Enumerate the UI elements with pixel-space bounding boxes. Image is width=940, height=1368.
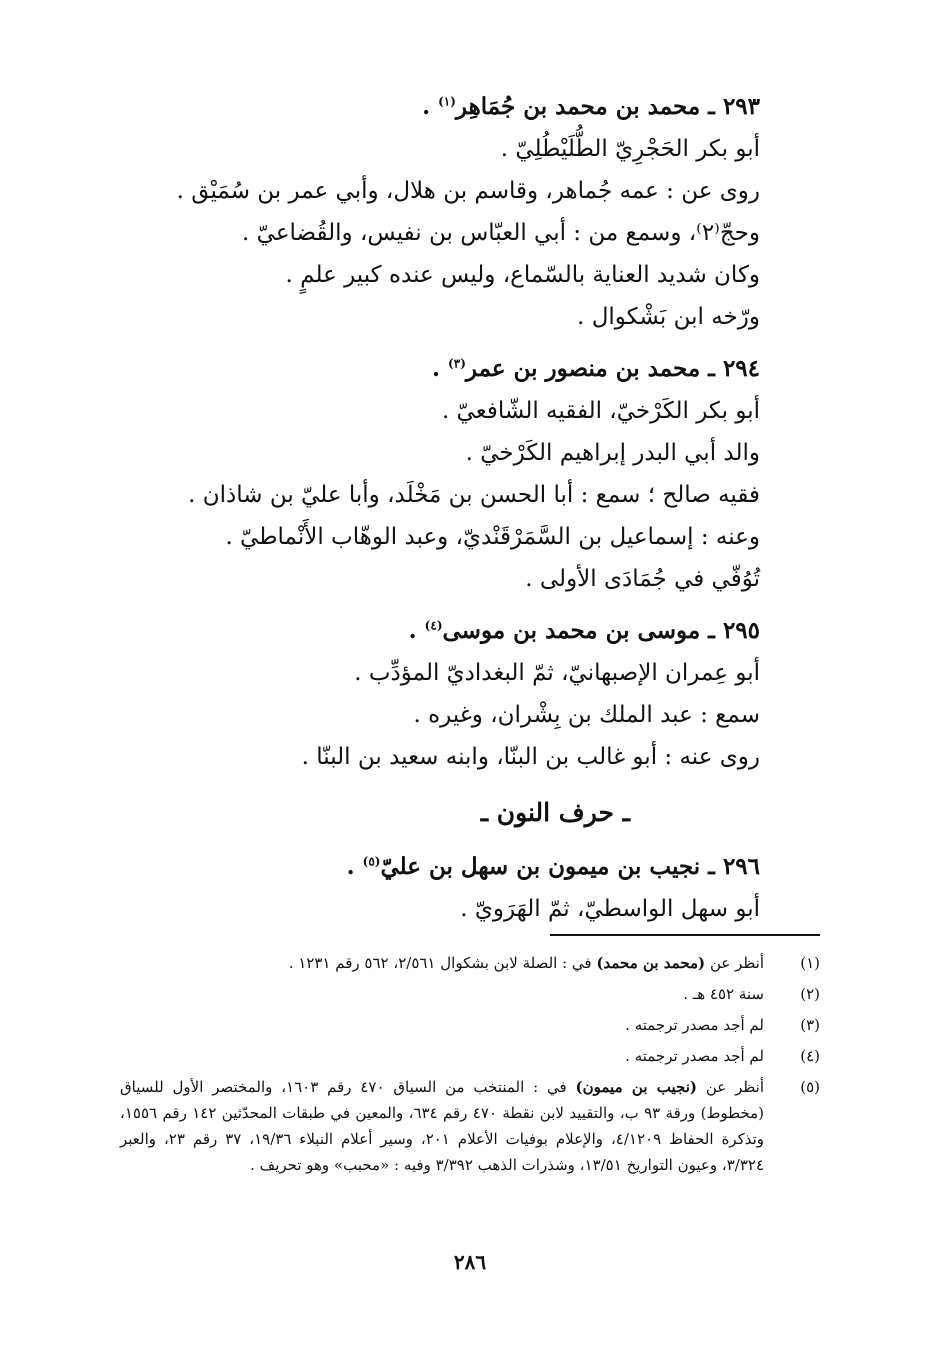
- footnote-body: سنة ٤٥٢ هـ .: [683, 985, 764, 1003]
- entry-heading: [160, 846, 760, 888]
- heading-stop: .: [432, 355, 449, 382]
- footnote-body: في : الصلة لابن بشكوال ٢/٥٦١، ٥٦٢ رقم ١٢٣١ .: [288, 954, 592, 972]
- main-text: [160, 86, 760, 940]
- entry-line: والد أبي البدر إبراهيم الكَرْخيّ .: [465, 440, 760, 466]
- entry-line: أبو سهل الواسطيّ، ثمّ الهَرَويّ .: [460, 896, 760, 922]
- footnote-body: لم أجد مصدر ترجمته .: [625, 1016, 764, 1034]
- entry-line: أبو عِمران الإصبهانيّ، ثمّ البغداديّ المؤدِّب .: [354, 660, 760, 686]
- footnotes: [120, 950, 820, 1183]
- entry-number: ٢٩٤: [722, 355, 760, 382]
- entry-line: تُوُفّي في جُمَادَى الأولى .: [525, 566, 760, 592]
- entry-heading: [160, 610, 760, 652]
- entry-dash: ـ: [700, 93, 715, 120]
- footnote-body: في : المنتخب من السياق ٤٧٠ رقم ١٦٠٣، والمختصر الأول للسياق (مخطوط) ورقة ٩٣ ب، والتقييد لابن نقطة ٤٧٠ رقم ٦٣٤، والمعين في طبقات المحدّثين ١٤٢ رقم ١٥٥٦، وتذكرة الحفاظ ٤/١٢٠٩، والإعلام بوفيات الأعلام ٢٠١، وسير أعلام النبلاء ١٩/٣٦، ٣٧ رقم ٢٣، والعبر ٣/٣٢٤، وعيون التواريخ ١٣/٥١، وشذرات الذهب ٣/٣٩٢ وفيه : «محبب» وهو تحريف .: [120, 1078, 765, 1174]
- entry-line: أبو بكر الحَجْرِيّ الطُّلَيْطُلِيّ .: [500, 136, 760, 162]
- entry-dash: ـ: [700, 617, 715, 644]
- footnote-text: [120, 1074, 764, 1178]
- footnote-number: (٣): [800, 1016, 820, 1034]
- entry-line: وكان شديد العناية بالسّماع، وليس عنده كبير علمٍ .: [285, 262, 760, 288]
- footnote-ref: (٣): [448, 356, 466, 371]
- entry-dash: ـ: [700, 355, 715, 382]
- footnote-prefix: أنظر عن: [709, 954, 764, 972]
- entry-heading: [160, 348, 760, 390]
- entry-name: محمد بن محمد بن جُمَاهِر: [455, 93, 701, 120]
- entry-line: أبو بكر الكَرْخيّ، الفقيه الشّافعيّ .: [441, 398, 760, 424]
- entry-name: محمد بن منصور بن عمر: [465, 355, 701, 382]
- footnote-divider: [550, 934, 820, 936]
- entry-line: روى عن : عمه جُماهر، وقاسم بن هلال، وأبي عمر بن سُمَيْق .: [176, 178, 760, 204]
- footnote-bold-name: (نجيب بن ميمون): [575, 1078, 698, 1096]
- entry-name: نجيب بن ميمون بن سهل بن عليّ: [380, 853, 701, 880]
- entry-number: ٢٩٦: [722, 853, 760, 880]
- footnote: [120, 1012, 820, 1038]
- entry-dash: ـ: [700, 853, 715, 880]
- heading-stop: .: [346, 853, 363, 880]
- footnote-prefix: أنظر عن: [705, 1078, 764, 1096]
- biography-entry: [160, 846, 760, 930]
- entry-line: وحجّ⁽٢⁾، وسمع من : أبي العبّاس بن نفيس، والقُضاعيّ .: [242, 220, 760, 246]
- entry-line: فقيه صالح ؛ سمع : أبا الحسن بن مَخْلَد، وأبا عليّ بن شاذان .: [188, 482, 760, 508]
- heading-stop: .: [408, 617, 425, 644]
- footnote-number: (٤): [800, 1047, 820, 1065]
- footnote-ref: (٥): [362, 854, 381, 869]
- entry-line: روى عنه : أبو غالب بن البنّا، وابنه سعيد بن البنّا .: [301, 744, 760, 770]
- footnote-number: (١): [800, 954, 820, 972]
- entry-number: ٢٩٥: [722, 617, 760, 644]
- entry-name: موسى بن محمد بن موسى: [442, 617, 701, 644]
- footnote: [120, 1074, 820, 1178]
- entry-heading: [160, 86, 760, 128]
- biography-entry: [160, 610, 760, 778]
- footnote-ref: (٤): [424, 618, 443, 633]
- biography-entry: [160, 348, 760, 600]
- footnote-number: (٥): [800, 1078, 820, 1096]
- section-heading: ـ حرف النون ـ: [480, 798, 630, 827]
- footnote-ref: (١): [438, 94, 456, 109]
- page-number: ٢٨٦: [453, 1250, 487, 1274]
- footnote-number: (٢): [800, 985, 820, 1003]
- footnote-text: [120, 950, 764, 976]
- entry-line: سمع : عبد الملك بن بِشْران، وغيره .: [413, 702, 760, 728]
- heading-stop: .: [422, 93, 439, 120]
- footnote: [120, 981, 820, 1007]
- biography-entry: [160, 86, 760, 338]
- footnote-bold-name: (محمد بن محمد): [596, 954, 706, 972]
- footnote-body: لم أجد مصدر ترجمته .: [625, 1047, 764, 1065]
- footnote: [120, 950, 820, 976]
- footnote: [120, 1043, 820, 1069]
- entry-number: ٢٩٣: [722, 93, 760, 120]
- entry-line: ورّخه ابن بَشْكوال .: [577, 304, 760, 330]
- entry-line: وعنه : إسماعيل بن السَّمَرْقَنْديّ، وعبد الوهّاب الأَنْماطيّ .: [225, 524, 760, 550]
